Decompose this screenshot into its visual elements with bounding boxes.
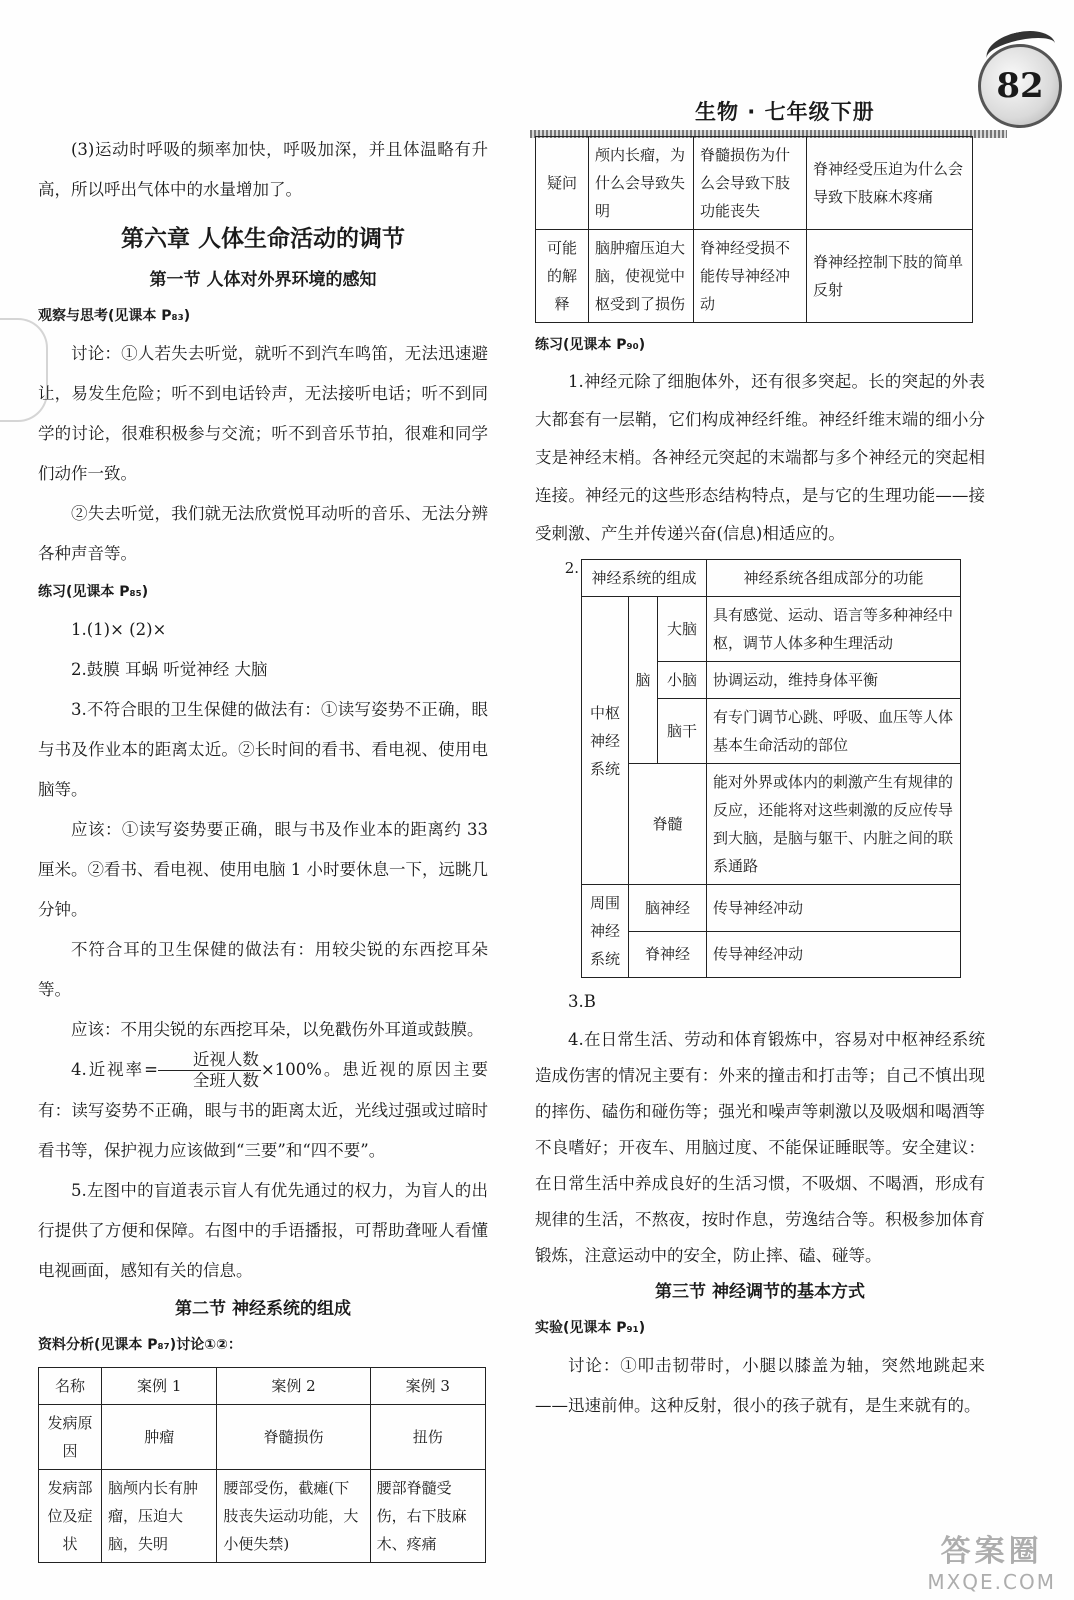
table-cell: 小脑: [658, 662, 707, 699]
table-cell: 中枢神经系统: [582, 597, 629, 885]
page-number-badge: [978, 44, 1062, 128]
fraction: [158, 1050, 261, 1091]
table-cell: 脊髓损伤: [217, 1405, 370, 1470]
table-cell: 协调运动，维持身体平衡: [707, 662, 961, 699]
table-row: [536, 230, 973, 323]
denominator: 全班人数: [192, 1071, 259, 1090]
numerator: 近视人数: [158, 1050, 261, 1071]
table-cell: 发病原因: [39, 1405, 102, 1470]
table-cell: 脑颅内长有肿瘤，压迫大脑，失明: [102, 1470, 217, 1563]
table-row: [582, 764, 961, 885]
paragraph: 讨论：①叩击韧带时，小腿以膝盖为轴，突然地跳起来——迅速前伸。这种反射，很小的孩子就有，是生来就有的。: [535, 1356, 985, 1415]
table-cell: 脑肿瘤压迫大脑，使视觉中枢受到了损伤: [589, 230, 694, 323]
answer-3: 3.B: [568, 992, 596, 1011]
table-cell: 大脑: [658, 597, 707, 662]
answer-number: 2.: [564, 559, 579, 577]
table-row: [582, 597, 961, 662]
table-cell: 疑问: [536, 137, 589, 230]
answer-4: 4.在日常生活、劳动和体育锻炼中，容易对中枢神经系统造成伤害的情况主要有：外来的撞击和打击等；自己不慎出现的摔伤、磕伤和碰伤等；强光和噪声等刺激以及吸烟和喝酒等不良嗜好；开夜车、用脑过度、不能保证睡眠等。安全建议：在日常生活中养成良好的生活习惯，不吸烟、不喝酒，形成有规律的生活，不熬夜，按时作息，劳逸结合等。积极参加体育锻炼，注意运动中的安全，防止摔、磕、碰等。: [535, 1030, 985, 1265]
table-cell: 具有感觉、运动、语言等多种神经中枢，调节人体多种生理活动: [707, 597, 961, 662]
paragraph: (3)运动时呼吸的频率加快，呼吸加深，并且体温略有升高，所以呼出气体中的水量增加了。: [38, 140, 488, 199]
section-title: 第三节 神经调节的基本方式: [655, 1282, 865, 1302]
table-row: [582, 885, 961, 932]
table-header: 名称: [39, 1368, 102, 1405]
table-header: 神经系统各组成部分的功能: [707, 560, 961, 597]
table-cell: 脑: [629, 597, 658, 764]
table-cell: 脊神经受损不能传导神经冲动: [694, 230, 807, 323]
table-row: [582, 560, 961, 597]
left-column: [38, 130, 488, 1563]
right-column: [535, 136, 985, 1426]
book-title: 生物 · 七年级下册: [695, 100, 875, 124]
nervous-system-table: [581, 559, 961, 978]
section-title: 第一节 人体对外界环境的感知: [149, 270, 377, 290]
table-row: [39, 1470, 486, 1563]
table-cell: 脊神经控制下肢的简单反射: [807, 230, 973, 323]
paragraph: 应该：不用尖锐的东西挖耳朵，以免戳伤外耳道或鼓膜。: [71, 1020, 484, 1039]
table-cell: 腰部受伤，截瘫(下肢丧失运动功能，大小便失禁): [217, 1470, 370, 1563]
case-table-continued: [535, 136, 973, 323]
table-cell: 扭伤: [370, 1405, 485, 1470]
table-cell: 传导神经冲动: [707, 885, 961, 932]
table-cell: 脑神经: [629, 885, 707, 932]
table-cell: 脑干: [658, 699, 707, 764]
answer-2: [535, 559, 985, 978]
table-row: [39, 1368, 486, 1405]
experiment-label: 实验(见课本 P₉₁): [535, 1320, 646, 1336]
observe-label: 观察与思考(见课本 P₈₃): [38, 308, 191, 324]
exercise-label: 练习(见课本 P₉₀): [535, 337, 646, 353]
case-table: [38, 1367, 486, 1563]
chapter-title: 第六章 人体生命活动的调节: [120, 226, 405, 252]
table-cell: 脊神经: [629, 931, 707, 978]
table-cell: 颅内长瘤，为什么会导致失明: [589, 137, 694, 230]
answer-5: 5.左图中的盲道表示盲人有优先通过的权力，为盲人的出行提供了方便和保障。右图中的手语播报，可帮助聋哑人看懂电视画面，感知有关的信息。: [38, 1181, 488, 1280]
answer-4: [38, 1050, 488, 1171]
page-number: 82: [996, 66, 1044, 106]
table-cell: 发病部位及症状: [39, 1470, 102, 1563]
table-cell: 有专门调节心跳、呼吸、血压等人体基本生命活动的部位: [707, 699, 961, 764]
paragraph: 讨论：①人若失去听觉，就听不到汽车鸣笛，无法迅速避让，易发生危险；听不到电话铃声，无法接听电话；听不到同学的讨论，很难积极参与交流；听不到音乐节拍，很难和同学们动作一致。: [38, 344, 488, 483]
answer-2: 2.鼓膜 耳蜗 听觉神经 大脑: [71, 660, 268, 679]
paragraph: 不符合耳的卫生保健的做法有：用较尖锐的东西挖耳朵等。: [38, 940, 488, 999]
table-header: 案例 1: [102, 1368, 217, 1405]
table-cell: 能对外界或体内的刺激产生有规律的反应，还能将对这些刺激的反应传导到大脑，是脑与躯干、内脏之间的联系通路: [707, 764, 961, 885]
exercise-label: 练习(见课本 P₈₅): [38, 584, 149, 600]
formula-prefix: 4.近视率=: [71, 1060, 158, 1079]
table-cell: 腰部脊髓受伤，右下肢麻木、疼痛: [370, 1470, 485, 1563]
table-cell: 周围神经系统: [582, 885, 629, 978]
table-header: 案例 3: [370, 1368, 485, 1405]
table-cell: 传导神经冲动: [707, 931, 961, 978]
formula-suffix: ×100%。患近视的原因主要有：读写姿势不正确，眼与书的距离太近，光线过强或过暗时看书等，保护视力应该做到“三要”和“四不要”。: [38, 1060, 488, 1160]
table-cell: 可能的解释: [536, 230, 589, 323]
watermark: [927, 1526, 1056, 1594]
watermark-url: MXQE.COM: [927, 1570, 1056, 1594]
section-title: 第二节 神经系统的组成: [175, 1299, 351, 1319]
answer-1: 1.神经元除了细胞体外，还有很多突起。长的突起的外表大都套有一层鞘，它们构成神经纤维。神经纤维末端的细小分支是神经末梢。各神经元突起的末端都与多个神经元的突起相连接。神经元的这些形态结构特点，是与它的生理功能——接受刺激、产生并传递兴奋(信息)相适应的。: [535, 372, 985, 543]
table-cell: 脊神经受压迫为什么会导致下肢麻木疼痛: [807, 137, 973, 230]
paragraph: 应该：①读写姿势要正确，眼与书及作业本的距离约 33 厘米。②看书、看电视、使用电脑 1 小时要休息一下，远眺几分钟。: [38, 820, 488, 919]
table-header: 案例 2: [217, 1368, 370, 1405]
data-analysis-label: 资料分析(见课本 P₈₇)讨论①②：: [38, 1337, 242, 1353]
answer-1: 1.(1)× (2)×: [71, 620, 167, 639]
table-row: [582, 931, 961, 978]
paragraph: ②失去听觉，我们就无法欣赏悦耳动听的音乐、无法分辨各种声音等。: [38, 504, 488, 563]
table-cell: 肿瘤: [102, 1405, 217, 1470]
table-cell: 脊髓: [629, 764, 707, 885]
page-header: [530, 14, 1062, 134]
table-row: [39, 1405, 486, 1470]
table-row: [536, 137, 973, 230]
answer-3: 3.不符合眼的卫生保健的做法有：①读写姿势不正确，眼与书及作业本的距离太近。②长时间的看书、看电视、使用电脑等。: [38, 700, 488, 799]
watermark-logo: 答案圈: [940, 1534, 1043, 1569]
table-header: 神经系统的组成: [582, 560, 707, 597]
table-cell: 脊髓损伤为什么会导致下肢功能丧失: [694, 137, 807, 230]
